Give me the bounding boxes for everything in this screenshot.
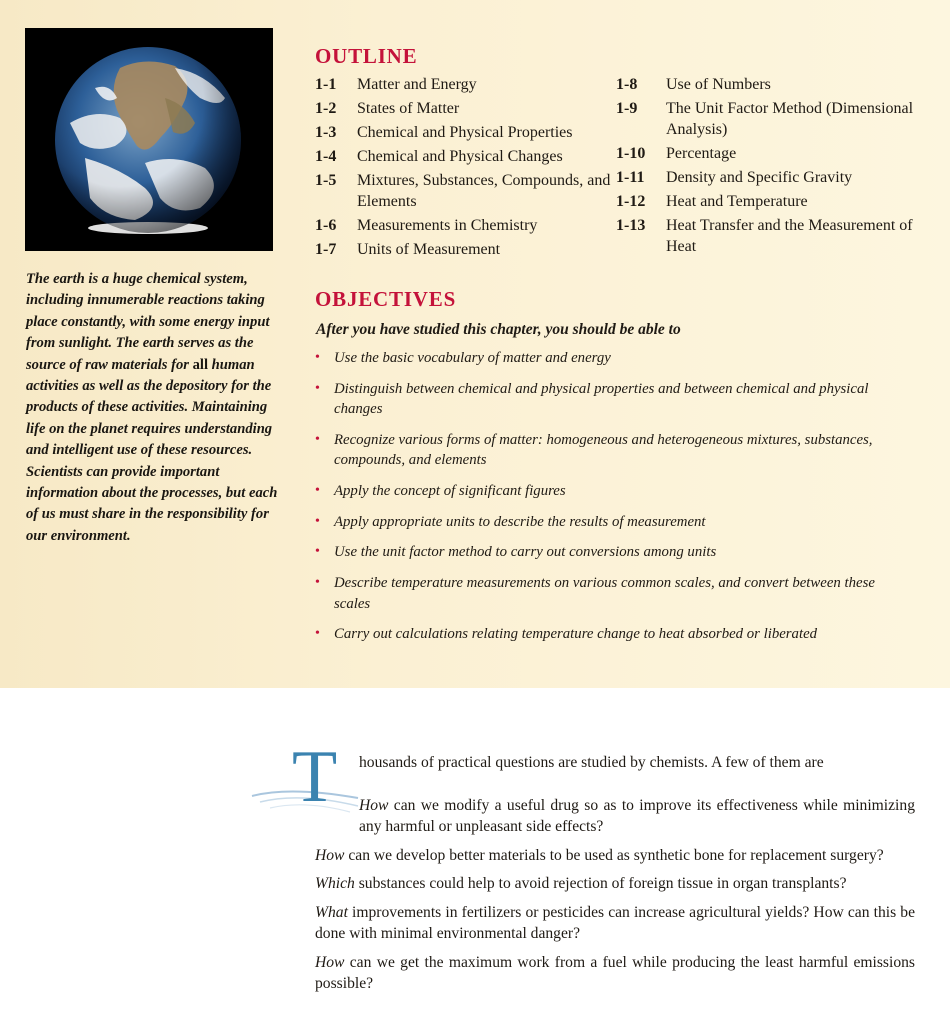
objective-item: • Distinguish between chemical and physical properties and between chemical and physical changes: [314, 379, 884, 420]
question-lead: How: [315, 953, 345, 971]
outline-title: Percentage: [666, 145, 737, 162]
outline-title: Density and Specific Gravity: [666, 169, 853, 186]
objective-item: • Use the unit factor method to carry out conversions among units: [314, 542, 884, 563]
objective-item: • Carry out calculations relating temperature change to heat absorbed or liberated: [314, 624, 884, 645]
question-text: substances could help to avoid rejection of foreign tissue in organ transplants?: [354, 875, 847, 892]
drop-cap-letter: T: [292, 736, 338, 818]
outline-item: [616, 143, 916, 164]
objective-item: • Recognize various forms of matter: homogeneous and heterogeneous mixtures, substances, compounds, and elements: [314, 430, 884, 471]
question-paragraph: [315, 873, 915, 895]
outline-number: 1-11: [616, 169, 645, 186]
objective-item: • Apply appropriate units to describe the results of measurement: [314, 512, 884, 533]
outline-title: Heat Transfer and the Measurement of Heat: [666, 217, 913, 255]
outline-number: 1-12: [616, 193, 646, 210]
outline-item: [616, 191, 916, 212]
outline-number: 1-9: [616, 100, 638, 117]
outline-item: [315, 98, 615, 119]
caption-text-part1: The earth is a huge chemical system, including innumerable reactions taking place constantly, with some energy input from sunlight. The earth serves as the source of raw materials for: [26, 271, 270, 373]
question-text: improvements in fertilizers or pesticides can increase agricultural yields? How can this be done with minimal environmental danger?: [315, 903, 915, 942]
outline-number: 1-10: [616, 145, 646, 162]
outline-title: Matter and Energy: [357, 76, 477, 93]
earth-image: [25, 28, 273, 251]
outline-number: 1-1: [315, 76, 337, 93]
question-lead: How: [315, 846, 345, 864]
caption-text-part2: human activities as well as the depository for the products of these activities. Maintaining life on the planet requires understanding and intelligent use of these resources. Scientists can provide important information about the processes, but each of us must share in the responsibility for our environment.: [26, 356, 278, 544]
question-lead: How: [359, 796, 389, 814]
outline-title: Units of Measurement: [357, 241, 501, 258]
outline-item: [616, 98, 916, 140]
outline-left-column: [315, 74, 615, 263]
outline-title: Heat and Temperature: [666, 193, 808, 210]
outline-number: 1-2: [315, 100, 337, 117]
objectives-list: [314, 348, 884, 655]
question-paragraph: [315, 952, 915, 995]
outline-title: Measurements in Chemistry: [357, 217, 538, 234]
outline-item: [315, 170, 615, 212]
question-paragraph: [315, 845, 915, 867]
question-paragraph: [315, 795, 915, 838]
outline-title: Use of Numbers: [666, 76, 771, 93]
outline-item: [616, 167, 916, 188]
outline-item: [315, 146, 615, 167]
objective-item: • Use the basic vocabulary of matter and energy: [314, 348, 884, 369]
question-paragraph: [315, 902, 915, 945]
outline-heading: OUTLINE: [315, 44, 418, 68]
caption-plain-word: all: [188, 356, 212, 373]
outline-item: [616, 215, 916, 257]
outline-number: 1-7: [315, 241, 337, 258]
outline-title: Mixtures, Substances, Compounds, and Elements: [357, 172, 611, 210]
objective-item: • Apply the concept of significant figures: [314, 481, 884, 502]
objectives-intro: After you have studied this chapter, you should be able to: [316, 321, 681, 338]
outline-item: [315, 215, 615, 236]
outline-number: 1-13: [616, 217, 646, 234]
outline-title: Chemical and Physical Changes: [357, 148, 563, 165]
outline-number: 1-4: [315, 148, 337, 165]
question-text: can we get the maximum work from a fuel while producing the least harmful emissions possible?: [315, 953, 915, 992]
question-text: can we modify a useful drug so as to improve its effectiveness while minimizing any harmful or unpleasant side effects?: [359, 796, 915, 835]
outline-number: 1-5: [315, 172, 337, 189]
question-text: can we develop better materials to be used as synthetic bone for replacement surgery?: [344, 846, 884, 864]
photo-caption: [26, 269, 278, 547]
earth-photo: [25, 28, 273, 251]
outline-number: 1-6: [315, 217, 337, 234]
outline-title: Chemical and Physical Properties: [357, 124, 573, 141]
objective-item: • Describe temperature measurements on various common scales, and convert between these scales: [314, 573, 884, 614]
intro-paragraph: housands of practical questions are studied by chemists. A few of them are: [359, 754, 824, 771]
outline-title: The Unit Factor Method (Dimensional Analysis): [666, 100, 914, 138]
outline-item: [315, 74, 615, 95]
objectives-heading: OBJECTIVES: [315, 287, 457, 311]
outline-item: [616, 74, 916, 95]
question-lead: What: [315, 903, 348, 921]
outline-right-column: [616, 74, 916, 260]
body-text: [315, 752, 915, 1002]
outline-title: States of Matter: [357, 100, 460, 117]
question-lead: Which: [315, 875, 355, 892]
outline-number: 1-3: [315, 124, 337, 141]
outline-item: [315, 239, 615, 260]
outline-number: 1-8: [616, 76, 638, 93]
outline-item: [315, 122, 615, 143]
